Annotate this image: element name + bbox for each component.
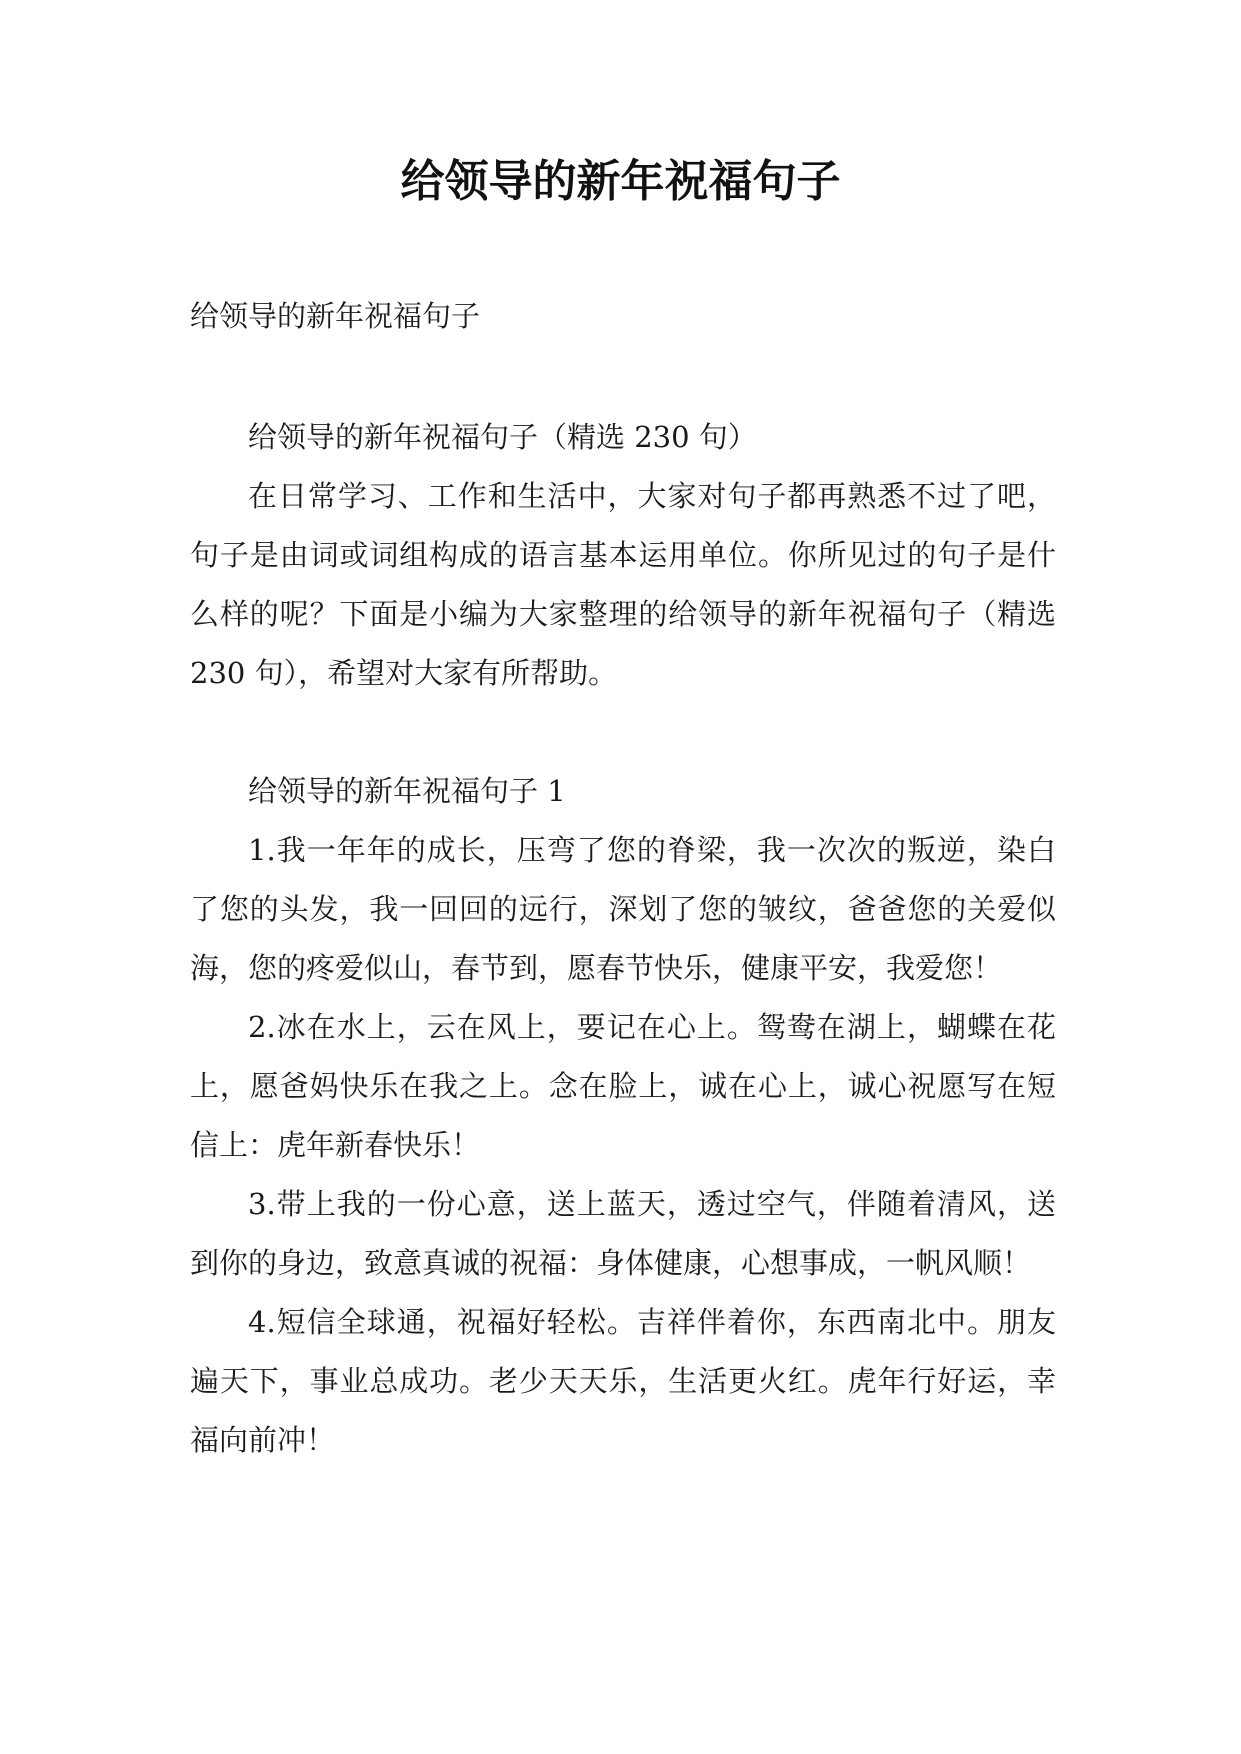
document-subtitle: 给领导的新年祝福句子 xyxy=(190,299,481,333)
list-item: 1.我一年年的成长，压弯了您的脊梁，我一次次的叛逆，染白了您的头发，我一回回的远行，深划了您的皱纹，爸爸您的关爱似海，您的疼爱似山，春节到，愿春节快乐，健康平安，我爱您！ xyxy=(190,833,1056,985)
list-item: 3.带上我的一份心意，送上蓝天，透过空气，伴随着清风，送到你的身边，致意真诚的祝福：身体健康，心想事成，一帆风顺！ xyxy=(190,1187,1056,1280)
intro-paragraph: 在日常学习、工作和生活中，大家对句子都再熟悉不过了吧，句子是由词或词组构成的语言基本运用单位。你所见过的句子是什么样的呢？下面是小编为大家整理的给领导的新年祝福句子（精选 230 句），希望对大家有所帮助。 xyxy=(190,479,1056,690)
document-body xyxy=(190,408,1056,1470)
section-heading: 给领导的新年祝福句子 1 xyxy=(248,774,566,808)
list-item: 4.短信全球通，祝福好轻松。吉祥伴着你，东西南北中。朋友遍天下，事业总成功。老少天天乐，生活更火红。虎年行好运，幸福向前冲！ xyxy=(190,1305,1056,1457)
list-item: 2.冰在水上，云在风上，要记在心上。鸳鸯在湖上，蝴蝶在花上，愿爸妈快乐在我之上。念在脸上，诚在心上，诚心祝愿写在短信上：虎年新春快乐！ xyxy=(190,1010,1056,1162)
intro-heading: 给领导的新年祝福句子（精选 230 句） xyxy=(248,420,757,454)
document-title: 给领导的新年祝福句子 xyxy=(400,156,841,207)
